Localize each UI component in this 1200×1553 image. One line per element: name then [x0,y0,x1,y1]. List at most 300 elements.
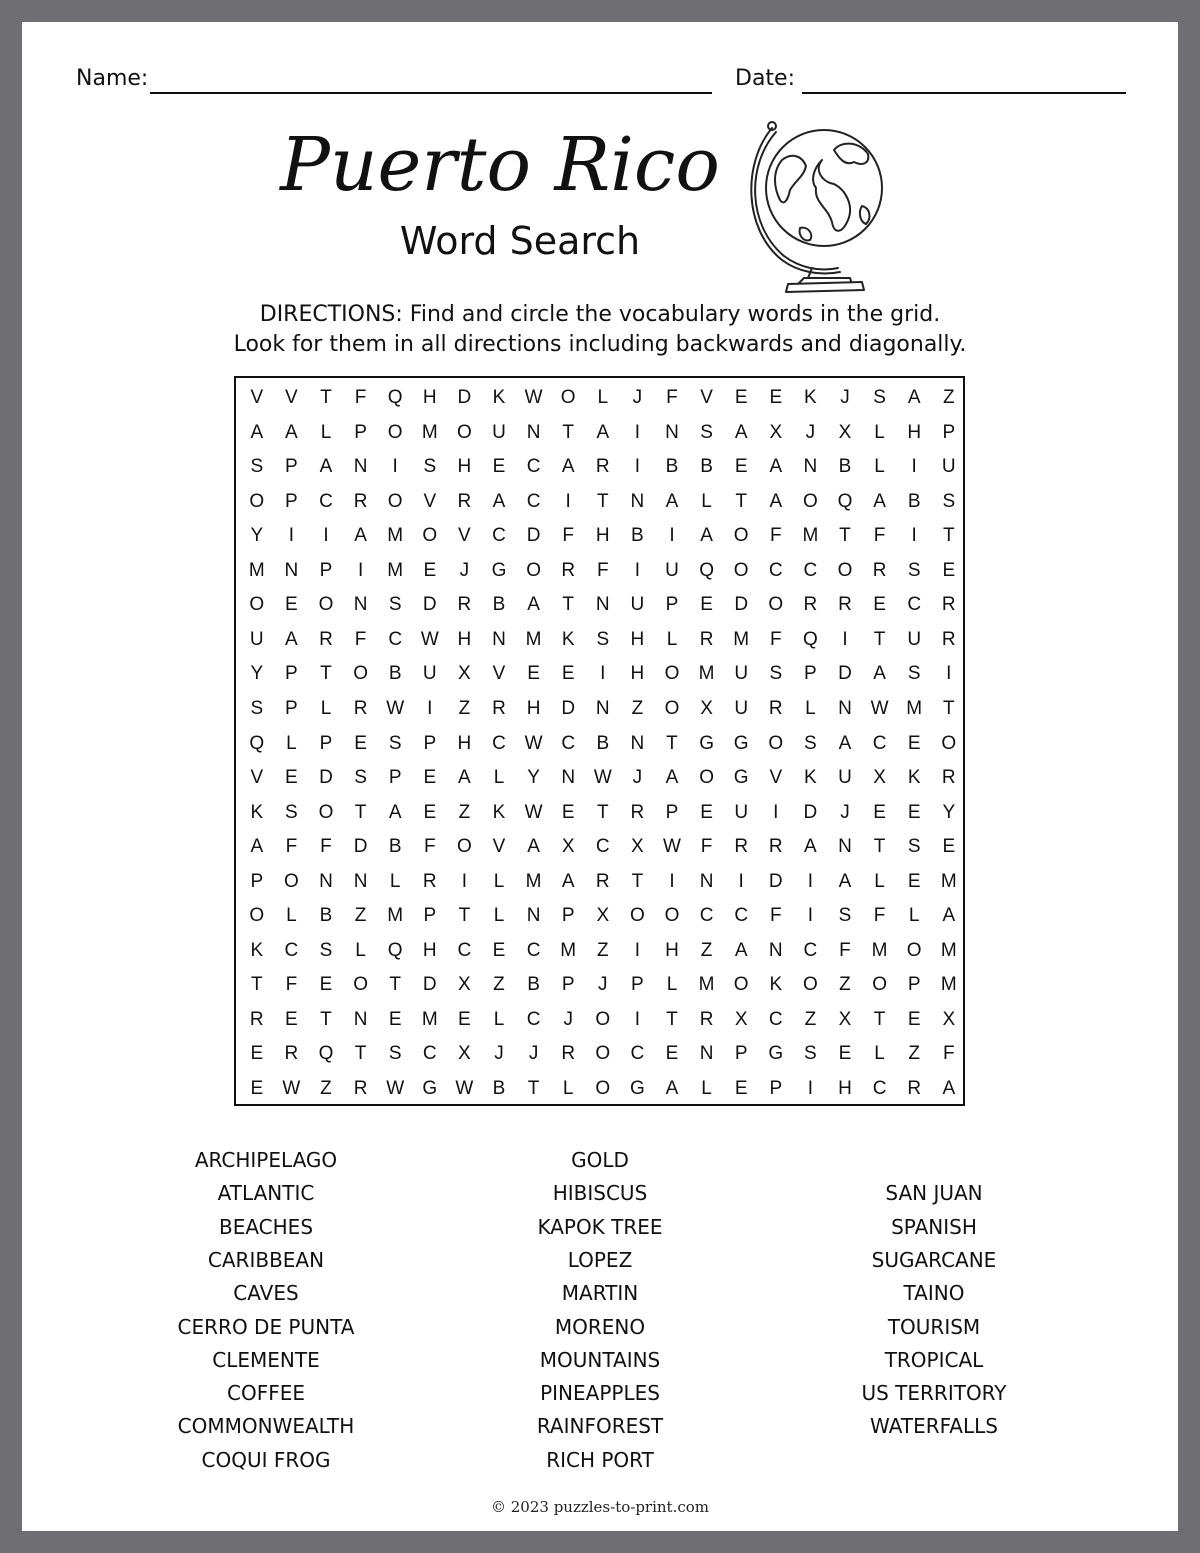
grid-letter[interactable]: U [665,559,679,581]
grid-letter[interactable]: G [422,1078,438,1099]
grid-letter[interactable]: P [285,663,298,685]
grid-letter[interactable]: D [768,870,783,892]
grid-letter[interactable]: X [873,767,886,789]
grid-letter[interactable]: N [630,732,645,754]
name-field-line[interactable] [150,92,712,94]
grid-letter[interactable]: O [526,559,541,581]
grid-letter[interactable]: P [423,905,437,927]
grid-letter[interactable]: X [458,974,471,996]
grid-letter[interactable]: N [319,870,333,892]
grid-letter[interactable]: R [768,697,783,719]
grid-letter[interactable]: L [493,905,505,927]
grid-letter[interactable]: A [838,732,852,754]
grid-letter[interactable]: J [459,559,470,581]
grid-letter[interactable]: O [941,732,957,754]
grid-letter[interactable]: G [699,732,714,754]
grid-letter[interactable]: E [285,767,298,789]
grid-letter[interactable]: K [250,939,264,961]
grid-letter[interactable]: O [560,387,576,408]
grid-letter[interactable]: V [492,663,506,685]
grid-letter[interactable]: G [733,732,749,754]
grid-letter[interactable]: C [803,939,818,961]
grid-letter[interactable]: P [907,974,921,996]
grid-letter[interactable]: A [285,421,298,443]
grid-letter[interactable]: Q [803,628,818,650]
grid-letter[interactable]: A [527,836,540,858]
grid-letter[interactable]: U [422,663,437,685]
grid-letter[interactable]: S [319,939,333,961]
grid-letter[interactable]: C [872,1078,887,1099]
grid-letter[interactable]: X [769,421,783,443]
grid-letter[interactable]: E [907,870,921,892]
grid-letter[interactable]: I [634,421,641,443]
grid-letter[interactable]: B [631,525,644,547]
grid-letter[interactable]: A [873,663,886,685]
grid-letter[interactable]: Q [387,387,403,408]
grid-letter[interactable]: L [493,1008,505,1030]
grid-letter[interactable]: S [250,697,264,719]
grid-letter[interactable]: I [565,490,571,512]
grid-letter[interactable]: B [596,732,610,754]
grid-letter[interactable]: M [698,663,715,685]
grid-letter[interactable]: C [699,905,714,927]
grid-letter[interactable]: A [561,456,575,478]
grid-letter[interactable]: M [871,939,888,961]
grid-letter[interactable]: O [664,663,680,685]
grid-letter[interactable]: M [802,525,819,547]
grid-letter[interactable]: A [492,490,506,512]
grid-letter[interactable]: E [942,559,956,581]
grid-letter[interactable]: M [733,628,750,650]
grid-letter[interactable]: M [387,559,404,581]
grid-letter[interactable]: N [526,421,541,443]
grid-letter[interactable]: R [768,836,783,858]
grid-letter[interactable]: N [353,594,368,616]
grid-letter[interactable]: C [526,939,541,961]
grid-letter[interactable]: N [561,767,576,789]
grid-letter[interactable]: V [423,490,437,512]
grid-letter[interactable]: E [423,559,437,581]
grid-letter[interactable]: E [423,767,437,789]
grid-letter[interactable]: N [768,939,783,961]
grid-letter[interactable]: X [596,905,610,927]
grid-letter[interactable]: P [769,1078,783,1099]
grid-letter[interactable]: M [248,559,265,581]
grid-letter[interactable]: X [734,1008,748,1030]
grid-letter[interactable]: A [250,836,264,858]
grid-letter[interactable]: T [839,525,851,547]
grid-letter[interactable]: I [807,870,814,892]
grid-letter[interactable]: R [699,628,714,650]
grid-letter[interactable]: Z [839,974,851,996]
grid-letter[interactable]: L [874,870,885,892]
grid-letter[interactable]: T [320,663,332,685]
grid-letter[interactable]: S [596,628,610,650]
grid-letter[interactable]: I [842,628,848,650]
grid-letter[interactable]: E [873,594,886,616]
grid-letter[interactable]: J [528,1043,539,1065]
grid-letter[interactable]: I [600,663,606,685]
grid-letter[interactable]: G [630,1078,645,1099]
grid-letter[interactable]: H [526,697,541,719]
grid-letter[interactable]: M [698,974,715,996]
grid-letter[interactable]: K [804,387,817,408]
grid-letter[interactable]: A [838,870,852,892]
grid-letter[interactable]: M [906,697,923,719]
grid-letter[interactable]: E [734,387,748,408]
grid-letter[interactable]: I [807,1078,814,1099]
grid-letter[interactable]: L [908,905,920,927]
grid-letter[interactable]: A [665,767,679,789]
grid-letter[interactable]: O [318,594,334,616]
grid-letter[interactable]: C [734,905,749,927]
grid-letter[interactable]: N [353,1008,368,1030]
grid-letter[interactable]: W [420,628,439,650]
grid-letter[interactable]: O [249,594,265,616]
grid-letter[interactable]: G [768,1043,784,1065]
grid-letter[interactable]: S [942,490,956,512]
grid-letter[interactable]: B [388,836,402,858]
grid-letter[interactable]: A [354,525,367,547]
grid-letter[interactable]: D [838,663,852,685]
grid-letter[interactable]: T [631,870,644,892]
grid-letter[interactable]: B [319,905,333,927]
grid-letter[interactable]: L [874,1043,885,1065]
grid-letter[interactable]: O [422,525,438,547]
grid-letter[interactable]: Z [908,1043,920,1065]
grid-letter[interactable]: V [769,767,783,789]
grid-letter[interactable]: I [807,905,814,927]
grid-letter[interactable]: X [838,421,852,443]
grid-letter[interactable]: W [663,836,681,858]
grid-letter[interactable]: N [595,697,610,719]
grid-letter[interactable]: K [804,767,817,789]
grid-letter[interactable]: O [387,421,403,443]
grid-letter[interactable]: T [354,1043,367,1065]
grid-letter[interactable]: F [285,974,298,996]
grid-letter[interactable]: A [319,456,333,478]
grid-letter[interactable]: T [735,490,747,512]
grid-letter[interactable]: N [526,905,541,927]
grid-letter[interactable]: E [458,1008,471,1030]
grid-letter[interactable]: A [769,456,783,478]
grid-letter[interactable]: C [526,490,541,512]
grid-letter[interactable]: I [461,870,468,892]
grid-letter[interactable]: R [353,697,368,719]
grid-letter[interactable]: N [699,870,714,892]
grid-letter[interactable]: R [699,1008,714,1030]
grid-letter[interactable]: C [768,1008,783,1030]
grid-letter[interactable]: K [250,801,264,823]
grid-letter[interactable]: H [630,663,645,685]
grid-letter[interactable]: G [733,767,749,789]
grid-letter[interactable]: P [942,421,956,443]
grid-letter[interactable]: O [733,559,749,581]
grid-letter[interactable]: A [250,421,264,443]
grid-letter[interactable]: Z [942,387,955,408]
grid-letter[interactable]: T [250,974,263,996]
grid-letter[interactable]: E [838,1043,852,1065]
grid-letter[interactable]: V [250,387,264,408]
grid-letter[interactable]: T [942,697,955,719]
grid-letter[interactable]: O [768,732,784,754]
grid-letter[interactable]: U [630,594,645,616]
grid-letter[interactable]: U [941,456,956,478]
grid-letter[interactable]: I [946,663,952,685]
grid-letter[interactable]: E [700,801,713,823]
grid-letter[interactable]: J [805,421,816,443]
grid-letter[interactable]: Y [527,767,540,789]
grid-letter[interactable]: P [285,456,298,478]
grid-letter[interactable]: S [423,456,437,478]
grid-letter[interactable]: E [423,801,437,823]
grid-letter[interactable]: E [700,594,713,616]
grid-letter[interactable]: B [527,974,540,996]
grid-letter[interactable]: Q [249,732,265,754]
grid-letter[interactable]: T [389,974,401,996]
grid-letter[interactable]: O [387,490,403,512]
grid-letter[interactable]: H [630,628,645,650]
grid-letter[interactable]: O [457,836,472,858]
grid-letter[interactable]: O [803,490,818,512]
grid-letter[interactable]: S [907,663,921,685]
grid-letter[interactable]: J [840,801,850,823]
grid-letter[interactable]: Z [596,939,609,961]
grid-letter[interactable]: E [250,1043,264,1065]
grid-letter[interactable]: P [250,870,264,892]
grid-letter[interactable]: W [455,1078,474,1099]
grid-letter[interactable]: A [734,939,748,961]
grid-letter[interactable]: O [733,974,749,996]
grid-letter[interactable]: O [318,801,334,823]
grid-letter[interactable]: K [907,767,921,789]
grid-letter[interactable]: D [734,594,749,616]
grid-letter[interactable]: M [421,1008,438,1030]
grid-letter[interactable]: D [319,767,333,789]
grid-letter[interactable]: A [388,801,402,823]
grid-letter[interactable]: Z [320,1078,332,1099]
grid-letter[interactable]: R [941,594,956,616]
grid-letter[interactable]: S [250,456,264,478]
grid-letter[interactable]: A [561,870,575,892]
grid-letter[interactable]: S [907,559,921,581]
grid-letter[interactable]: E [527,663,540,685]
grid-letter[interactable]: P [388,767,402,789]
grid-letter[interactable]: D [422,974,437,996]
grid-letter[interactable]: B [492,594,506,616]
grid-letter[interactable]: N [699,1043,714,1065]
grid-letter[interactable]: K [769,974,783,996]
grid-letter[interactable]: Q [387,939,403,961]
grid-letter[interactable]: A [907,387,921,408]
grid-letter[interactable]: W [386,1078,405,1099]
grid-letter[interactable]: N [838,697,852,719]
grid-letter[interactable]: C [768,559,783,581]
grid-letter[interactable]: L [286,732,297,754]
grid-letter[interactable]: W [524,732,543,754]
grid-letter[interactable]: O [733,525,749,547]
grid-letter[interactable]: H [422,387,437,408]
grid-letter[interactable]: U [492,421,506,443]
grid-letter[interactable]: S [700,421,713,443]
grid-letter[interactable]: P [665,594,679,616]
grid-letter[interactable]: V [458,525,471,547]
grid-letter[interactable]: T [873,836,886,858]
grid-letter[interactable]: I [634,939,641,961]
grid-letter[interactable]: D [353,836,368,858]
grid-letter[interactable]: S [388,1043,402,1065]
grid-letter[interactable]: H [595,525,610,547]
grid-letter[interactable]: X [942,1008,956,1030]
grid-letter[interactable]: E [907,801,921,823]
grid-letter[interactable]: M [421,421,438,443]
grid-letter[interactable]: E [734,1078,748,1099]
grid-letter[interactable]: D [526,525,541,547]
grid-letter[interactable]: O [906,939,922,961]
grid-letter[interactable]: S [907,836,921,858]
grid-letter[interactable]: E [285,1008,298,1030]
grid-letter[interactable]: I [634,559,641,581]
grid-letter[interactable]: O [249,905,265,927]
grid-letter[interactable]: U [249,628,264,650]
grid-letter[interactable]: Z [804,1008,817,1030]
grid-letter[interactable]: R [492,697,506,719]
grid-letter[interactable]: O [595,1008,611,1030]
grid-letter[interactable]: E [388,1008,402,1030]
grid-letter[interactable]: H [457,732,472,754]
grid-letter[interactable]: F [769,905,782,927]
grid-letter[interactable]: T [596,801,609,823]
grid-letter[interactable]: M [940,974,957,996]
grid-letter[interactable]: C [492,732,506,754]
grid-letter[interactable]: U [907,628,922,650]
grid-letter[interactable]: S [804,732,817,754]
grid-letter[interactable]: P [561,905,575,927]
grid-letter[interactable]: A [734,421,748,443]
grid-letter[interactable]: E [250,1078,264,1099]
grid-letter[interactable]: B [838,456,852,478]
grid-letter[interactable]: E [561,801,575,823]
grid-letter[interactable]: T [562,594,574,616]
grid-letter[interactable]: R [457,490,472,512]
grid-letter[interactable]: S [804,1043,817,1065]
grid-letter[interactable]: H [457,456,472,478]
grid-letter[interactable]: F [354,628,367,650]
grid-letter[interactable]: S [388,732,402,754]
grid-letter[interactable]: U [734,697,749,719]
grid-letter[interactable]: F [562,525,574,547]
grid-letter[interactable]: F [700,836,713,858]
grid-letter[interactable]: L [320,421,332,443]
grid-letter[interactable]: P [804,663,817,685]
grid-letter[interactable]: N [803,456,818,478]
grid-letter[interactable]: W [524,387,543,408]
grid-letter[interactable]: C [526,456,541,478]
grid-letter[interactable]: F [423,836,436,858]
grid-letter[interactable]: I [634,456,641,478]
grid-letter[interactable]: C [284,939,299,961]
grid-letter[interactable]: E [907,1008,921,1030]
grid-letter[interactable]: L [701,1078,712,1099]
grid-letter[interactable]: O [699,767,714,789]
grid-letter[interactable]: E [769,387,783,408]
grid-letter[interactable]: E [354,732,367,754]
grid-letter[interactable]: L [874,421,885,443]
grid-letter[interactable]: F [320,836,332,858]
grid-letter[interactable]: X [458,663,471,685]
grid-letter[interactable]: O [630,905,645,927]
grid-letter[interactable]: L [355,939,366,961]
grid-letter[interactable]: R [595,456,610,478]
grid-letter[interactable]: G [491,559,507,581]
grid-letter[interactable]: V [285,387,298,408]
grid-letter[interactable]: M [387,525,404,547]
grid-letter[interactable]: L [805,697,816,719]
grid-letter[interactable]: R [353,1078,368,1099]
grid-letter[interactable]: P [354,421,367,443]
grid-letter[interactable]: V [700,387,713,408]
grid-letter[interactable]: L [562,1078,574,1099]
grid-letter[interactable]: Y [250,663,264,685]
grid-letter[interactable]: O [768,594,784,616]
grid-letter[interactable]: R [457,594,472,616]
grid-letter[interactable]: B [388,663,402,685]
grid-letter[interactable]: L [320,697,332,719]
grid-letter[interactable]: V [492,836,506,858]
grid-letter[interactable]: T [942,525,955,547]
grid-letter[interactable]: F [873,525,886,547]
grid-letter[interactable]: T [596,490,609,512]
grid-letter[interactable]: R [422,870,437,892]
grid-letter[interactable]: D [422,594,437,616]
grid-letter[interactable]: A [596,421,610,443]
grid-letter[interactable]: L [493,767,505,789]
grid-letter[interactable]: R [319,628,333,650]
grid-letter[interactable]: I [634,1008,641,1030]
grid-letter[interactable]: O [595,1078,611,1099]
grid-letter[interactable]: M [560,939,577,961]
grid-letter[interactable]: X [700,697,713,719]
grid-letter[interactable]: R [561,1043,576,1065]
grid-letter[interactable]: O [353,663,368,685]
grid-letter[interactable]: C [319,490,333,512]
grid-letter[interactable]: C [457,939,472,961]
grid-letter[interactable]: I [427,697,433,719]
grid-letter[interactable]: Q [318,1043,334,1065]
grid-letter[interactable]: L [874,456,885,478]
grid-letter[interactable]: I [669,525,675,547]
grid-letter[interactable]: U [838,767,852,789]
grid-letter[interactable]: C [872,732,887,754]
grid-letter[interactable]: F [666,387,678,408]
grid-letter[interactable]: R [630,801,645,823]
grid-letter[interactable]: O [837,559,853,581]
grid-letter[interactable]: R [353,490,368,512]
grid-letter[interactable]: T [873,628,886,650]
grid-letter[interactable]: I [323,525,329,547]
grid-letter[interactable]: O [284,870,299,892]
grid-letter[interactable]: F [596,559,609,581]
grid-letter[interactable]: E [285,594,298,616]
grid-letter[interactable]: T [458,905,471,927]
grid-letter[interactable]: S [285,801,298,823]
grid-letter[interactable]: A [873,490,886,512]
grid-letter[interactable]: C [595,836,610,858]
grid-letter[interactable]: L [701,490,712,512]
grid-letter[interactable]: I [392,456,398,478]
grid-letter[interactable]: R [284,1043,299,1065]
grid-letter[interactable]: Z [700,939,713,961]
